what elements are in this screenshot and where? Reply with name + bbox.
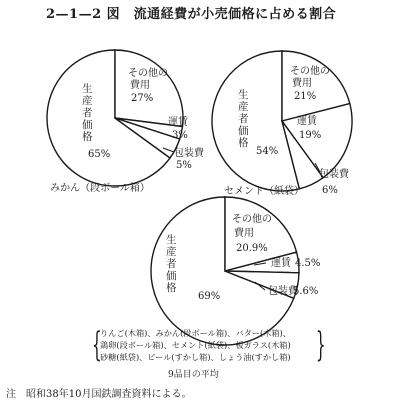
slice-value-mikan-3: 5%	[176, 160, 192, 171]
right-brace: }	[316, 325, 326, 365]
slice-label-mikan-2: 運賃	[168, 117, 188, 128]
note-line-2: 鶏卵(段ボール箱)、セメント(紙袋)、板ガラス(木箱)	[100, 340, 291, 350]
slice-label-cement-1: その他の費用	[290, 66, 330, 89]
slice-value-mikan-2: 3%	[172, 130, 188, 141]
slice-label-cement-0: 生産者価格	[238, 89, 249, 149]
figure-title: 2—1—2 図 流通経費が小売価格に占める割合	[46, 7, 337, 22]
slice-label-average-0: 生産者価格	[166, 234, 177, 294]
average-label: 9品目の平均	[168, 370, 219, 380]
pie-chart-mikan	[47, 50, 205, 194]
note-line-3: 砂糖(紙袋)、ビール(すかし箱)、しょう油(すかし箱)	[100, 352, 291, 362]
slice-value-average-0: 69%	[198, 291, 221, 302]
slice-label-mikan-0: 生産者価格	[82, 83, 93, 143]
note-line-1: りんご(木箱)、みかん(段ボール箱)、バター(木箱)、	[100, 328, 291, 338]
slice-label-cement-2: 運賃	[297, 116, 317, 127]
slice-label-average-3: 包装費	[268, 286, 298, 297]
slice-value-average-1: 20.9%	[236, 243, 268, 254]
pie-title-mikan: みかん（段ボール箱）	[50, 183, 150, 194]
slice-label-mikan-1: その他の費用	[128, 68, 168, 91]
slice-value-average-3: 5.6%	[293, 286, 319, 297]
slice-value-cement-2: 19%	[299, 130, 322, 141]
item-list-note	[92, 325, 326, 365]
slice-value-cement-3: 6%	[322, 185, 338, 196]
slice-label-average-1: その他の費用	[232, 214, 272, 239]
slice-label-cement-3: 包装費	[319, 169, 349, 180]
slice-value-cement-1: 21%	[294, 91, 317, 102]
pie-title-cement: セメント（紙袋）	[224, 186, 304, 197]
left-brace: {	[92, 325, 102, 365]
pie-chart-cement	[212, 51, 352, 197]
slice-value-cement-0: 54%	[256, 146, 279, 157]
slice-value-mikan-1: 27%	[131, 93, 154, 104]
pie-chart-average	[151, 197, 320, 345]
footnote: 注 昭和38年10月国鉄調査資料による。	[6, 389, 192, 400]
slice-label-average-2: 運賃	[271, 258, 291, 269]
slice-value-average-2: 4.5%	[295, 258, 321, 269]
slice-label-mikan-3: 包装費	[174, 148, 204, 159]
slice-value-mikan-0: 65%	[88, 149, 111, 160]
